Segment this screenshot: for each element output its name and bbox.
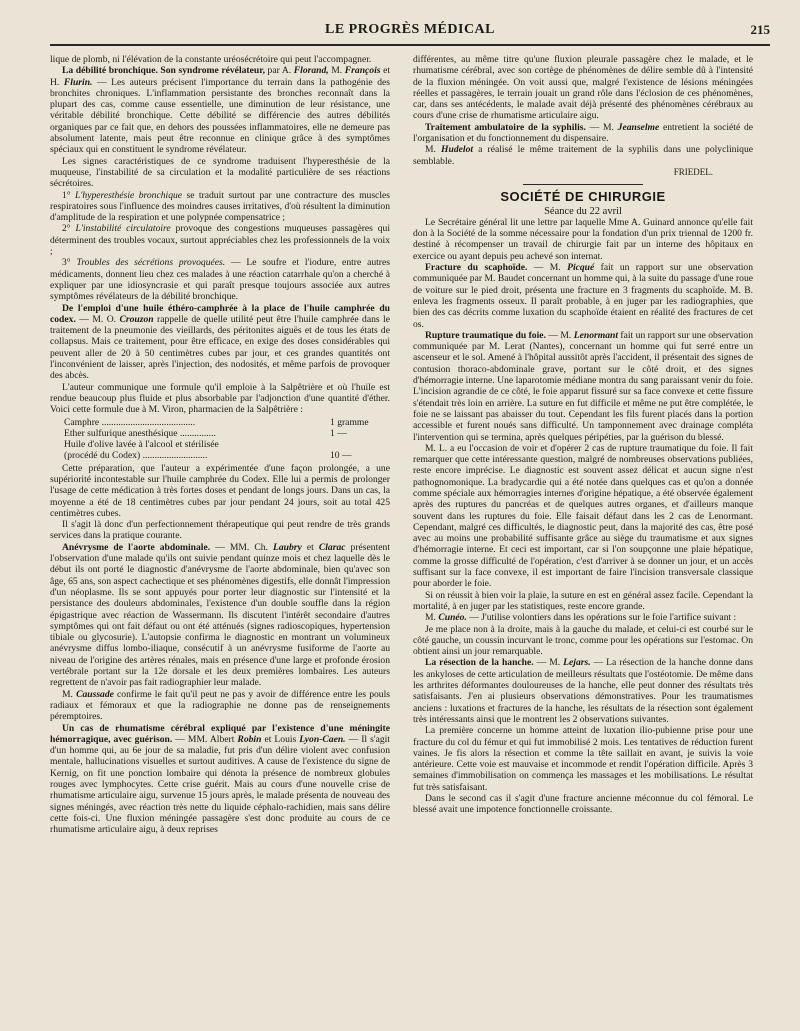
article-title: Rupture traumatique du foie. bbox=[425, 329, 546, 341]
author: Lyon-Caen. bbox=[299, 733, 346, 745]
paragraph: différentes, au même titre qu'une fluxion pleurale passagère chez le malade, et le rhumatisme cérébral, avec son cortège de phénomènes de délire semble dû à l'intensité de la fluxion méningée. On voit aussi que, malgré l'existence de lésions méningées réelles et passagères, le terrain jouait un grand rôle dans l'éclosion de ces phénomènes, car, dans ses antécédents, le malade avait déjà présenté des phénomènes cérébraux au cours d'une crise de rhumatisme articulaire aigu. bbox=[413, 54, 753, 122]
article-title: Un cas de rhumatisme cérébral expliqué par l'existence d'une méningite hémorragique, avec guérison. bbox=[50, 722, 390, 745]
article-title: Fracture du scaphoïde. bbox=[425, 262, 528, 274]
author: Lejars. bbox=[563, 657, 591, 669]
paragraph: Cette préparation, que l'auteur a expérimentée d'une façon prolongée, a une supériorité incontestable sur l'huile camphrée du Codex. Elle lui a permis de prolonger l'usage de cette médication à très fortes doses et pendant de longs jours. Dans un cas, la moyenne a été de 18 centimètres cubes par jour pendant 24 jours, soit au total 425 centimètres cubes. bbox=[50, 462, 390, 519]
paragraph: Le Secrétaire général lit une lettre par laquelle Mme A. Guinard annonce qu'elle fait don à la Société de la somme nécessaire pour la fondation d'un prix triennal de 1200 fr. destiné à récompenser un travail de chirurgie fait par un interne des hôpitaux en exercice ou ayant depuis peu achevé son internat. bbox=[413, 216, 753, 262]
article-bronchique: La débilité bronchique. Son syndrome révélateur, par A. Florand, M. François et H. Flurin. — Les auteurs précisent l'importance du terrain dans la pathogénie des bronchites chroniques. L'inflammation persistante des bronches reconnaît dans la plupart des cas, comme cause essentielle, une diminution de leur résistance, une véritable débilité bronchique. Cette débilité se différencie des autres débilités organiques par ce fait que, en dehors des poussées inflammatoires, elle ne demeure pas absolument latente, mais peut être reconnue en clinique grâce à des symptômes spéciaux qui en constituent le syndrome révélateur. bbox=[50, 65, 390, 156]
author: Laubry bbox=[273, 541, 302, 553]
running-header bbox=[50, 20, 770, 46]
page-number: 215 bbox=[750, 22, 770, 37]
paragraph: L'auteur communique une formule qu'il emploie à la Salpêtrière et où l'huile est rendue beaucoup plus fluide et plus absorbable par l'adjonction d'une quantité d'éther. Voici cette formule due à M. Viron, pharmacien de la Salpêtrière : bbox=[50, 381, 390, 416]
author: Caussade bbox=[76, 688, 114, 700]
article-rhumatisme-cerebral: Un cas de rhumatisme cérébral expliqué par l'existence d'une méningite hémorragique, avec guérison. — MM. Albert Robin et Louis Lyon-Caen. — Il s'agit d'un homme qui, au 6e jour de sa maladie, fut pris d'un délire violent avec confusion mentale, hallucinations visuelles et surtout auditives. A cause de l'existence du signe de Kernig, on fit une ponction lombaire qui dénota la présence de nombreux globules rouges avec lymphocytes. Cette crise guérit. Mais au cours d'une nouvelle crise de rhumatisme articulaire aigu, survenue 15 jours après, le malade présenta de nouveau des signes méningés, avec réaction très nette du liquide céphalo-rachidien, mais sans délire cette fois-ci. Une fluxion méningée passagère s'est donc produite au cours de ce rhumatisme articulaire aigu, à deux reprises bbox=[50, 722, 390, 836]
article-title: De l'emploi d'une huile éthéro-camphrée à la place de l'huile camphrée du codex. bbox=[50, 302, 390, 325]
article-title: La débilité bronchique. Son syndrome révélateur, bbox=[62, 65, 265, 77]
recipe-formula bbox=[64, 417, 390, 462]
recipe-line: Huile d'olive lavée à l'alcool et stérilisée bbox=[64, 439, 219, 451]
paragraph: M. L. a eu l'occasion de voir et d'opérer 2 cas de rupture traumatique du foie. Il fait remarquer que cette intéressante question, malgré de nombreuses observations publiées, reste encore imprécise. Le diagnostic est souvent assez délicat et aucun signe n'est pathognomonique. La bradycardie qui a été notée dans quelques cas et qu'on a donnée comme spéciale aux hémorragies internes d'origine hépatique, a été observée également après des ruptures du pancréas et de quelques autres organes, et d'ailleurs manque souvent dans les ruptures du foie. Elle faisait défaut dans les 2 cas de Lenormant. Cependant, malgré ces difficultés, le diagnostic peut, dans la majorité des cas, être posé avec au moins une probabilité suffisante grâce au siège du traumatisme et aux signes d'hémorragie interne. Et ceci est important, car si l'on soupçonne une plaie hépatique, comme la grosse difficulté de l'opération, c'est d'arriver à se donner un jour, et un accès suffisant sur la face convexe, il est important de faire l'incision transversale classique pour aborder le foie. bbox=[413, 442, 753, 590]
paragraph: 1° L'hyperesthésie bronchique se traduit surtout par une contracture des muscles respiratoires sous l'influence des moindres causes irritatives, d'où résultent la diminution d'amplitude de la respiration et une polypnée compensatrice ; bbox=[50, 189, 390, 224]
signature: FRIEDEL. bbox=[673, 166, 713, 177]
paragraph: M. Hudelot a réalisé le même traitement de la syphilis dans une polyclinique semblable. bbox=[413, 144, 753, 167]
journal-title: LE PROGRÈS MÉDICAL bbox=[324, 22, 496, 37]
section-title: SOCIÉTÉ DE CHIRURGIE bbox=[500, 189, 666, 205]
session-date: Séance du 22 avril bbox=[544, 205, 622, 217]
author: Clarac bbox=[318, 541, 346, 553]
author: Hudelot bbox=[441, 144, 474, 156]
author: Picqué bbox=[567, 262, 595, 274]
author: Crouzon bbox=[119, 313, 154, 325]
article-anevrysme: Anévrysme de l'aorte abdominale. — MM. Ch. Laubry et Clarac présentent l'observation d'une malade qu'ils ont suivie pendant quinze mois et chez laquelle dès le début ils ont porté le diagnostic d'anévrysme de l'aorte abdominale, bien qu'avec son âge, 65 ans, son aspect cachectique et ses phénomènes digestifs, elle donnât l'impression d'un néoplasme. Ils se sont appuyés pour porter leur diagnostic sur l'intensité et la persistance des douleurs abdominales, l'existence d'un double souffle dans la région épigastrique avec réaction de Wassermann. Ils discutent l'intérêt secondaire d'autres symptômes qui ont fait défaut ou ont été atténués (signes radioscopiques, hypertension tibiale ou glycosurie). L'autopsie confirma le diagnostic en montrant un volumineux anévrysme diffus lombo-iliaque, consécutif à un anévrysme fusiforme de l'aorte au niveau de l'origine des artères rénales, mais en présence d'une large et profonde érosion vertébrale portant sur la 12e dorsale et les deux premières lombaires. Les auteurs regrettent de n'avoir pas fait radiographier leur malade. bbox=[50, 541, 390, 689]
article-rupture-foie: Rupture traumatique du foie. — M. Lenormant fait un rapport sur une observation communiquée par M. Lerat (Nantes), concernant un homme qui fut serré entre un ascenseur et le sol. Amené à l'hôpital aussitôt après l'accident, il présentait des signes de contusion thoraco-abdominale grave, portant sur le côté droit, et des signes d'hémorragie interne. Une laparotomie médiane montra du sang paraissant venir du foie. L'incision agrandie de ce côté, le foie apparut fissuré sur sa face convexe et cette fissure s'étendait très loin en arrière. La suture en fut difficile et même ne put être complétée, le foie ne se laissant pas abaisser du tout. Cependant les fils furent placés dans la portion accessible et furent noués sans difficulté. Un tamponnement avec drainage compléta l'intervention qui se termina, après quelques péripéties, par la guérison du blessé. bbox=[413, 329, 753, 443]
author: Robin bbox=[237, 733, 262, 745]
author: Jeanselme bbox=[617, 121, 660, 133]
paragraph: M. Cunéo. — J'utilise volontiers dans les opérations sur le foie l'artifice suivant : bbox=[425, 612, 737, 624]
recipe-line: (procédé du Codex) ........................... 10 — bbox=[64, 450, 352, 462]
author: François bbox=[344, 65, 381, 77]
paragraph: lique de plomb, ni l'élévation de la constante uréosécrétoire qui peut l'accompagner. bbox=[50, 54, 372, 65]
author: Florand, bbox=[293, 65, 329, 77]
paragraph: Dans le second cas il s'agit d'une fracture ancienne méconnue du col fémoral. Le blessé avait une impotence fonctionnelle croissante. bbox=[413, 793, 753, 816]
author: Cunéo. bbox=[438, 612, 467, 624]
recipe-line: Ether sulfurique anesthésique ............... 1 — bbox=[64, 427, 347, 439]
paragraph: Si on réussit à bien voir la plaie, la suture en est en général assez facile. Cependant la mortalité, à en juger par les statistiques, reste encore grande. bbox=[413, 589, 753, 612]
paragraph: 2° L'instabilité circulatoire provoque des congestions muqueuses passagères qui déterminent des troubles vocaux, surtout appréciables chez les professionnels de la voix ; bbox=[50, 223, 390, 258]
article-title: La résection de la hanche. bbox=[425, 657, 534, 669]
left-column bbox=[50, 54, 390, 1022]
article-resection-hanche: La résection de la hanche. — M. Lejars. — La résection de la hanche donne dans les ankyloses de cette articulation de meilleurs résultats que l'ostéotomie. De même dans les arthrites déformantes douloureuses de la hanche, elle peut donner des résultats très satisfaisants. J'en ai plusieurs observations démonstratives. Pour les traumatismes anciens : luxations et fractures de la hanche, les résultats de la résection sont également très intéressants ainsi que le montrent les 2 observations suivantes. bbox=[413, 657, 753, 725]
recipe-line: Camphre ....................................... 1 gramme bbox=[64, 416, 369, 428]
article-huile-camphree: De l'emploi d'une huile éthéro-camphrée à la place de l'huile camphrée du codex. — M. O. Crouzon rappelle de quelle utilité peut être l'huile camphrée dans le traitement de la pneumonie des vieillards, des péritonites aiguës et de tous les états de collapsus. Mais ce traitement, pour être efficace, en exige des doses considérables qui peuvent aller de 20 à 50 centimètres cubes par jour, et ces grandes quantités ont l'inconvénient de laisser, après l'injection, des nodosités, et même parfois de provoquer des abcès. bbox=[50, 302, 390, 382]
section-divider bbox=[523, 184, 643, 185]
paragraph: Je me place non à la droite, mais à la gauche du malade, et celui-ci est courbé sur le côté gauche, un coussin incurvant le tronc, comme pour les opérations sur l'estomac. On obtient ainsi un jour remarquable. bbox=[413, 623, 753, 658]
right-column bbox=[413, 54, 753, 1022]
author: Lenormant bbox=[573, 329, 618, 341]
article-title: Anévrysme de l'aorte abdominale. bbox=[62, 541, 211, 553]
paragraph: Il s'agit là donc d'un perfectionnement thérapeutique qui peut rendre de très grands services dans la pratique courante. bbox=[50, 519, 390, 542]
paragraph: Les signes caractéristiques de ce syndrome traduisent l'hyperesthésie de la muqueuse, l'instabilité de sa circulation et la modalité particulière de ses réactions sécrétoires. bbox=[50, 155, 390, 190]
article-scaphoide: Fracture du scaphoïde. — M. Picqué fait un rapport sur une observation communiquée par M. Baudet concernant un homme qui, à la suite du passage d'une roue de voiture sur le pied droit, présenta une fracture en 3 fragments du scaphoïde. M. B. enleva les fragments osseux. Il paraît probable, à en juger par les radiographies, que bien des cas décrits comme luxation du scaphoïde étaient en réalité des fractures de cet os. bbox=[413, 262, 753, 330]
paragraph: La première concerne un homme atteint de luxation ilio-pubienne prise pour une fracture du col du fémur et qui fut immobilisé 2 mois. Les tentatives de réduction furent vaines. Je fis alors la résection et comme la tête saillait en avant, je suivis la voie antérieure. Cette voie est mauvaise et incommode et rendit l'opération difficile. Après 3 semaines d'immobilisation on commença les massages et les mobilisations. Le résultat fut très satisfaisant. bbox=[413, 725, 753, 793]
paragraph: M. Caussade confirme le fait qu'il peut ne pas y avoir de différence entre les pouls radiaux et fémoraux et que la radiographie ne donne pas de renseignements péremptoires. bbox=[50, 688, 390, 723]
article-title: Traitement ambulatoire de la syphilis. bbox=[425, 121, 586, 133]
author: Flurin. bbox=[63, 76, 93, 88]
paragraph: 3° Troubles des sécrétions provoquées. — Le soufre et l'iodure, entre autres médicaments, donnent lieu chez ces malades à une réaction catarrhale qu'on a cherché à expliquer par une idiosyncrasie et qui paraît presque toujours associée aux autres symptômes révélateurs de la débilité bronchique. bbox=[50, 257, 390, 303]
article-syphilis: Traitement ambulatoire de la syphilis. — M. Jeanselme entretient la société de l'organisation et du fonctionnement du dispensaire. bbox=[413, 121, 753, 145]
